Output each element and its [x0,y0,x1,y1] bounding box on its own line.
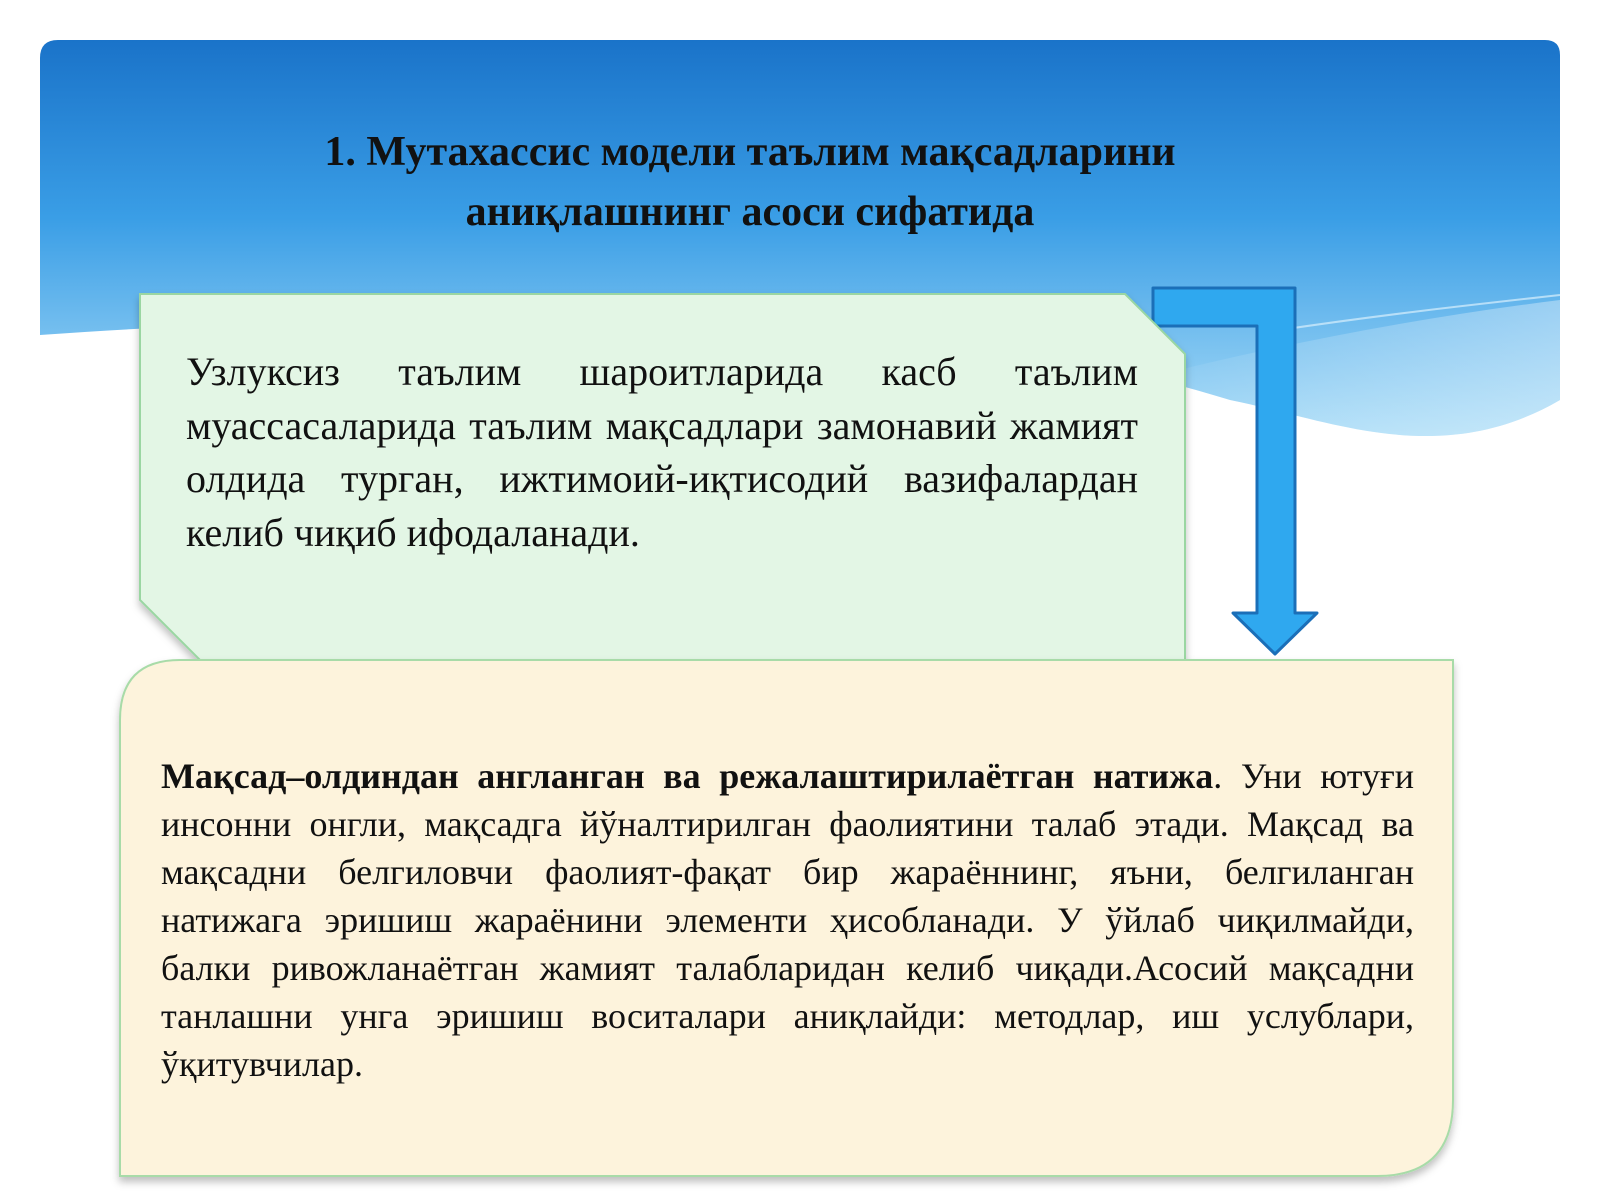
beige-box-paragraph [161,752,1414,1088]
definition-lead: Мақсад–олдиндан англанган ва режалаштирилаётган натижа [161,756,1214,796]
slide-title [150,122,1350,242]
slide-title-line-2: аниқлашнинг асоси сифатида [465,189,1035,235]
green-box-text: Узлуксиз таълим шароитларида касб таълим муассасаларида таълим мақсадлари замонавий жамият олдида турган, ижтимоий-иқтисодий вазифалардан келиб чиқиб ифодаланади. [186,349,1138,555]
definition-body: . Уни ютуғи инсонни онгли, мақсадга йўналтирилган фаолиятини талаб этади. Мақсад ва мақсадни белгиловчи фаолият-фақат бир жараённинг, яъни, белгиланган натижага эришиш жараёнини элементи ҳисобланади. У ўйлаб чиқилмайди, балки ривожланаётган жамият талабларидан келиб чиқади.Асосий мақсадни танлашни унга эришиш воситалари аниқлайди: методлар, иш услублари, ўқитувчилар. [161,756,1414,1084]
slide-title-line-1: 1. Мутахассис модели таълим мақсадларини [324,129,1176,175]
